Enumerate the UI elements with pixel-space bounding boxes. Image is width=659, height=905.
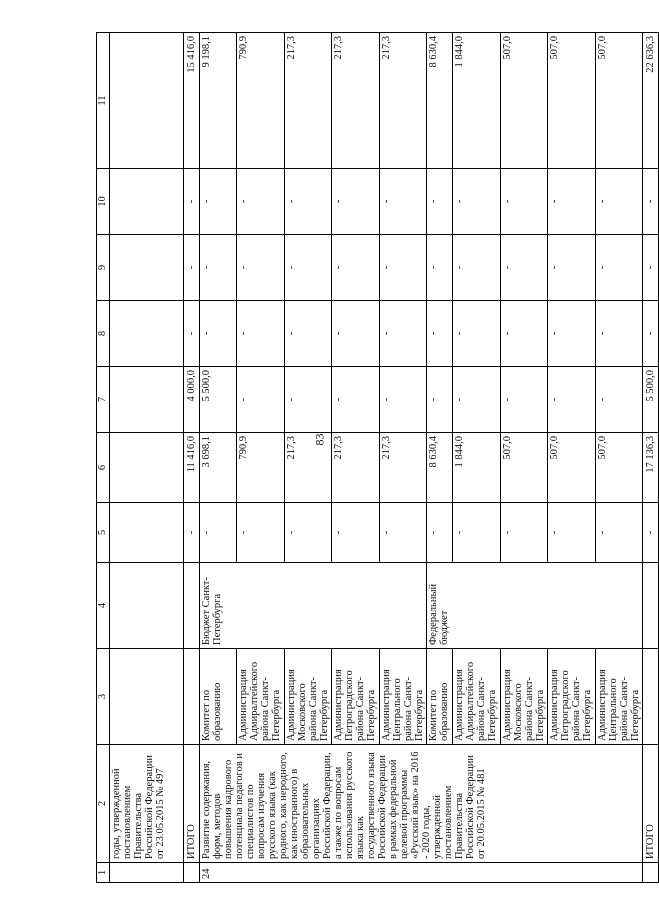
total-label: ИТОГО bbox=[643, 745, 659, 863]
col-header-11: 11 bbox=[97, 33, 110, 169]
total-label: ИТОГО bbox=[184, 745, 200, 863]
executor: Комитет по образованию bbox=[200, 649, 237, 745]
table-row: Администрация Петроградского района Санкт-Петербурга - 217,3 - - - - 217,3 bbox=[332, 33, 380, 883]
total-c8: - bbox=[184, 301, 200, 367]
rotated-table-container bbox=[96, 33, 656, 883]
total-c6: 17 136,3 bbox=[643, 433, 659, 503]
total-row bbox=[643, 33, 659, 883]
total-c9: - bbox=[184, 235, 200, 301]
table-row bbox=[110, 33, 184, 883]
executor: Администрация Адмиралтейского района Санкт-Петербурга bbox=[237, 649, 285, 745]
table-row: Администрация Петроградского района Санкт-Петербурга - 507,0 - - - - 507,0 bbox=[548, 33, 596, 883]
col-header-4: 4 bbox=[97, 563, 110, 649]
total-c8: - bbox=[643, 301, 659, 367]
continued-description: годы, утвержденной постановлением Правительства Российской Федерации от 23.05.2015 № 497 bbox=[110, 745, 184, 863]
total-c7: 5 500,0 bbox=[643, 367, 659, 433]
table-row: Администрация Московского района Санкт-Петербурга - 507,0 - - - - 507,0 bbox=[501, 33, 548, 883]
table-row: Администрация Центрального района Санкт-Петербурга - 507,0 - - - - 507,0 bbox=[596, 33, 643, 883]
total-c6: 11 416,0 bbox=[184, 433, 200, 503]
table-row: Администрация Московского района Санкт-Петербурга - 217,3 - - - - 217,3 bbox=[285, 33, 332, 883]
col-header-9: 9 bbox=[97, 235, 110, 301]
executor: Администрация Петроградского района Санкт-Петербурга bbox=[332, 649, 380, 745]
total-c5: - bbox=[184, 503, 200, 563]
budget-table bbox=[96, 32, 659, 883]
total-row bbox=[184, 33, 200, 883]
table-row: Администрация Центрального района Санкт-Петербурга - 217,3 - - - - 217,3 bbox=[380, 33, 427, 883]
col-header-6: 6 bbox=[97, 433, 110, 503]
total-c5: - bbox=[643, 503, 659, 563]
table-row: Администрация Адмиралтейского района Санкт-Петербурга - 1 844,0 - - - - 1 844,0 bbox=[453, 33, 501, 883]
total-c7: 4 000,0 bbox=[184, 367, 200, 433]
col-header-7: 7 bbox=[97, 367, 110, 433]
executor: Администрация Петроградского района Санкт-Петербурга bbox=[548, 649, 596, 745]
executor: Администрация Адмиралтейского района Санкт-Петербурга bbox=[453, 649, 501, 745]
total-c10: - bbox=[184, 169, 200, 235]
executor: Комитет по образованию bbox=[427, 649, 453, 745]
table-row: 24 Развитие содержания, форм, методов повышения кадрового потенциала педагогов и специалистов по вопросам изучения русского языка (как родного, как неродного, как иностранного) в образовательных организациях Российской Федерации, а также по вопросам использования русского языка как государственного языка Российской Федерации в рамках федеральной целевой программы «Русский язык» на 2016 - 2020 годы, утвержденной постановлением Правительства Российской Федерации от 20.05.2015 № 481 Комитет по образованию Бюджет Санкт-Петербурга - 3 698,1 5 500,0 - - - 9 198,1 bbox=[200, 33, 237, 883]
table-row: Администрация Адмиралтейского района Санкт-Петербурга - 790,9 - - - - 790,9 bbox=[237, 33, 285, 883]
col-header-1: 1 bbox=[97, 863, 110, 883]
executor: Администрация Московского района Санкт-Петербурга bbox=[501, 649, 548, 745]
col-header-3: 3 bbox=[97, 649, 110, 745]
col-header-10: 10 bbox=[97, 169, 110, 235]
executor: Администрация Центрального района Санкт-Петербурга bbox=[380, 649, 427, 745]
col-header-8: 8 bbox=[97, 301, 110, 367]
col-header-2: 2 bbox=[97, 745, 110, 863]
page-number: 83 bbox=[312, 433, 327, 446]
total-c11: 15 416,0 bbox=[184, 33, 200, 169]
funding-source: Федеральный бюджет bbox=[427, 563, 643, 649]
executor: Администрация Центрального района Санкт-Петербурга bbox=[596, 649, 643, 745]
total-c9: - bbox=[643, 235, 659, 301]
col-header-5: 5 bbox=[97, 503, 110, 563]
item-description: Развитие содержания, форм, методов повышения кадрового потенциала педагогов и специалистов по вопросам изучения русского языка (как родного, как неродного, как иностранного) в образовательных организациях Российской Федерации, а также по вопросам использования русского языка как государственного языка Российской Федерации в рамках федеральной целевой программы «Русский язык» на 2016 - 2020 годы, утвержденной постановлением Правительства Российской Федерации от 20.05.2015 № 481 bbox=[200, 745, 643, 863]
total-c10: - bbox=[643, 169, 659, 235]
row-number: 24 bbox=[200, 863, 643, 883]
funding-source: Бюджет Санкт-Петербурга bbox=[200, 563, 427, 649]
table-row: Комитет по образованию Федеральный бюджет - 8 630,4 - - - - 8 630,4 bbox=[427, 33, 453, 883]
header-row bbox=[97, 33, 110, 883]
executor: Администрация Московского района Санкт-Петербурга bbox=[285, 649, 332, 745]
total-c11: 22 636,3 bbox=[643, 33, 659, 169]
